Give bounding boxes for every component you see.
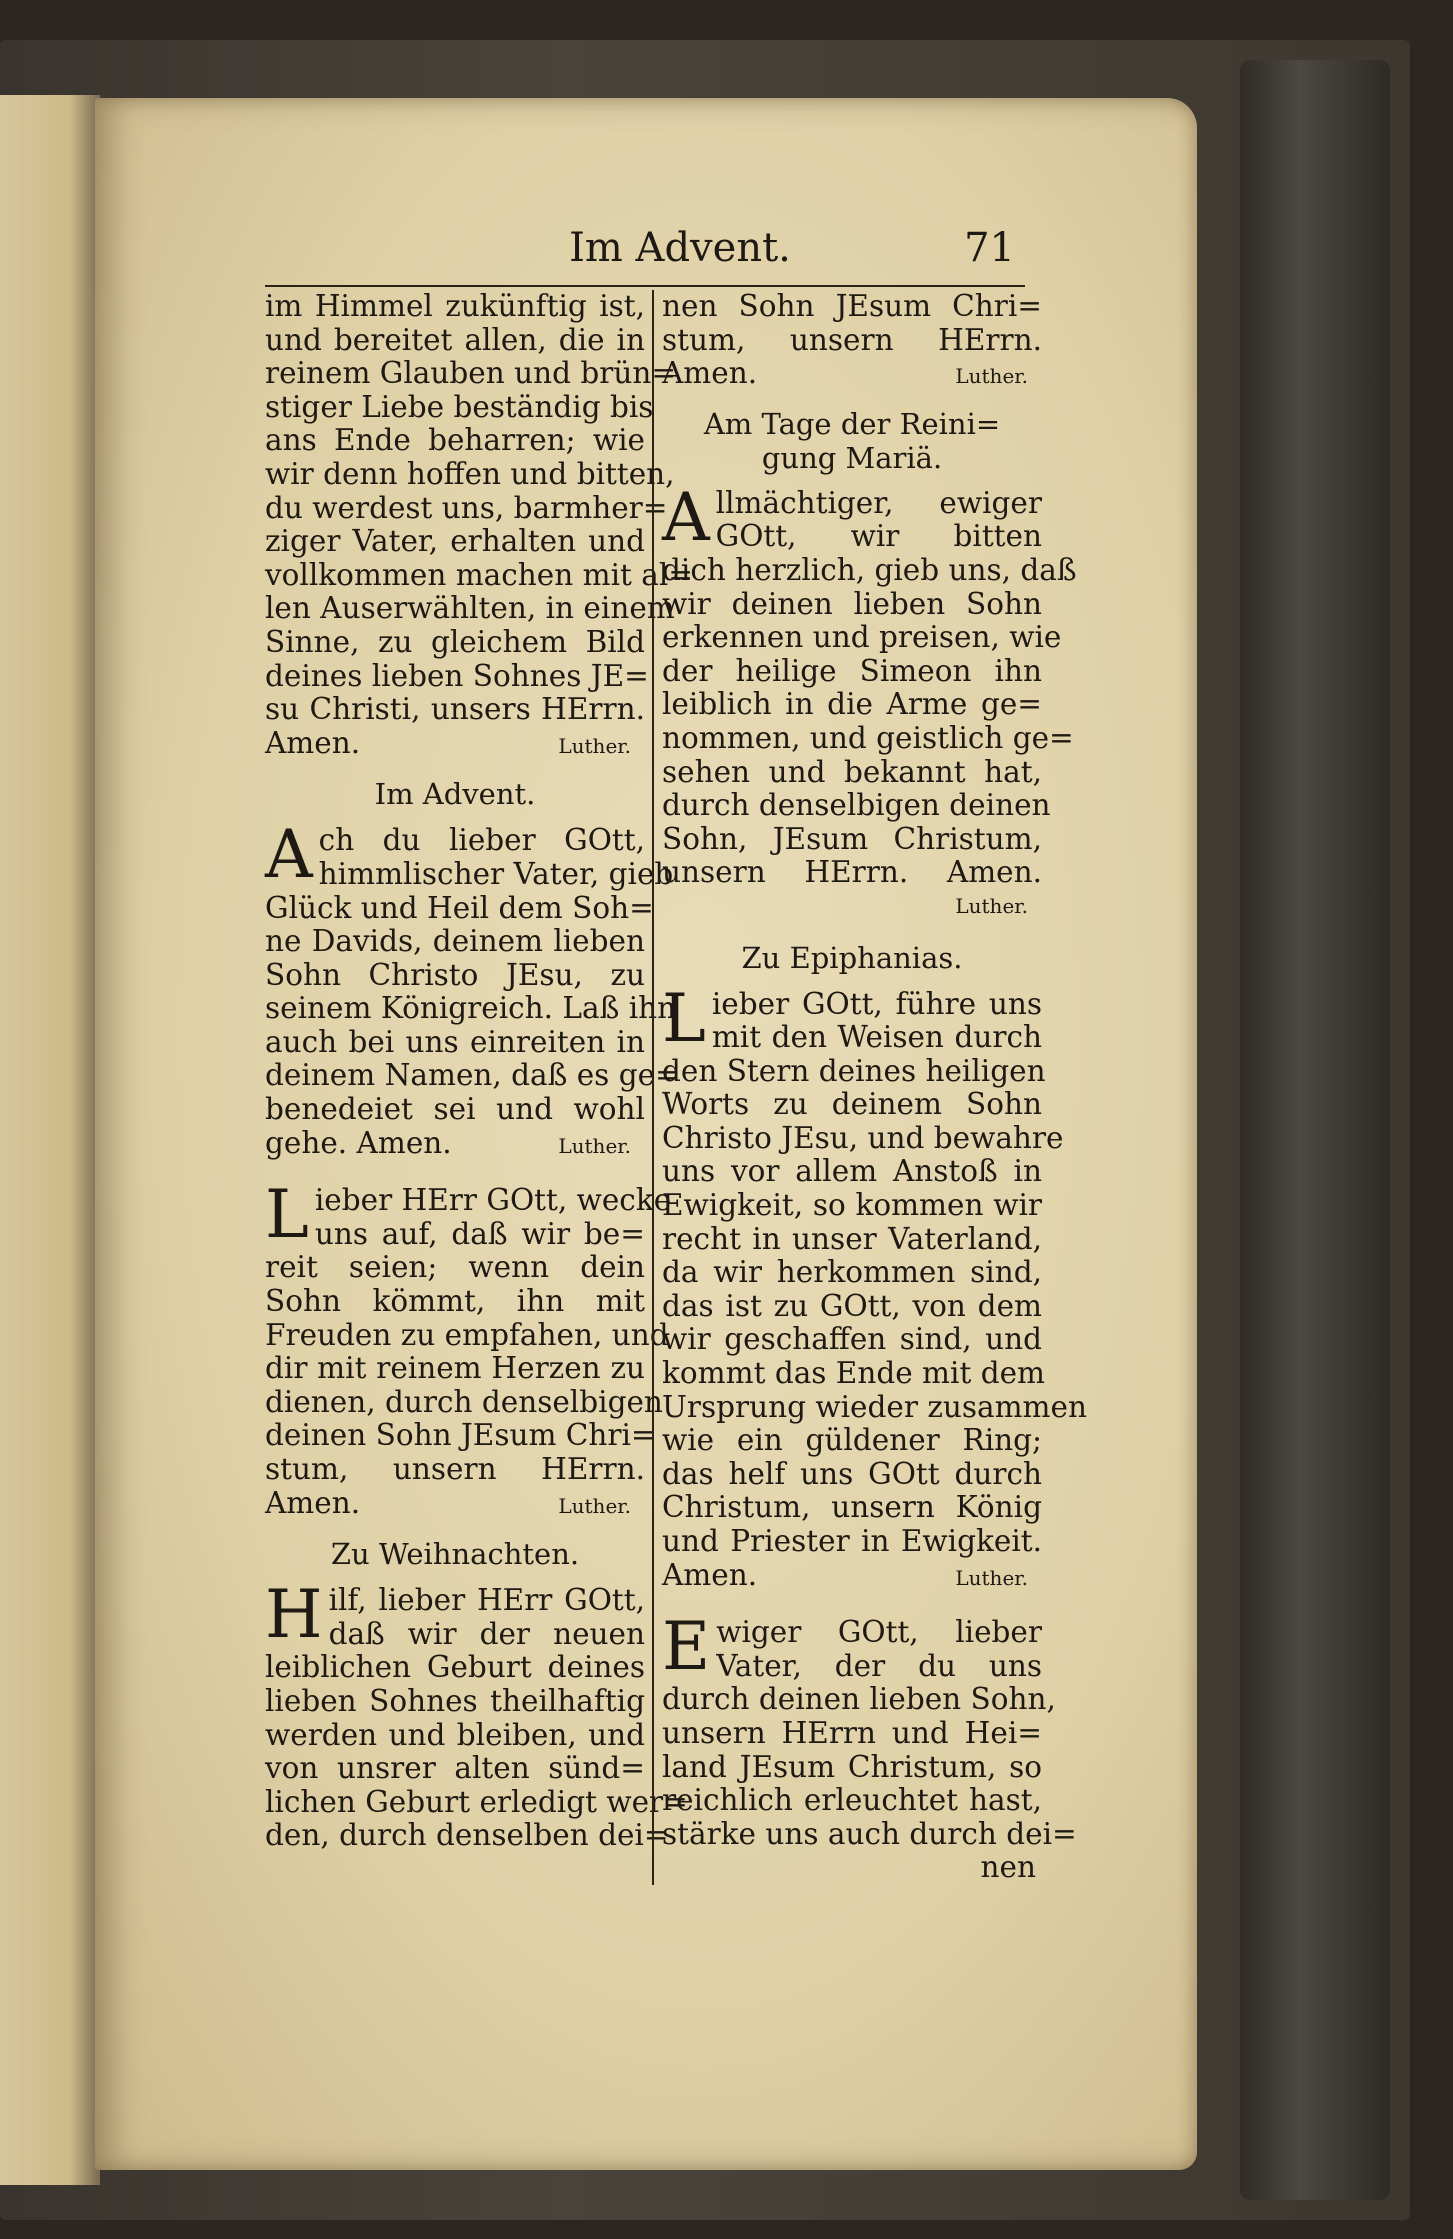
amen-text: Amen. (662, 356, 758, 391)
prayer-ending (662, 357, 1042, 391)
text-line: deines lieben Sohnes JE= (265, 658, 649, 693)
text-line: reichlich erleuchtet hast, (662, 1783, 1042, 1818)
text-line: vollkommen machen mit al= (265, 557, 694, 592)
text-line: GOtt, wir bitten (715, 519, 1042, 554)
prayer-ending (662, 1559, 1042, 1593)
text-line: stiger Liebe beständig bis (265, 389, 654, 424)
amen-text: Amen. (662, 1557, 758, 1592)
text-line: unsern HErrn und Hei= (662, 1715, 1042, 1750)
text-line: daß wir der neuen (328, 1616, 645, 1651)
previous-page-edge (0, 95, 100, 2185)
drop-cap-initial: A (265, 816, 313, 894)
prayer-text (662, 290, 1042, 357)
text-line: Christo JEsu, und bewahre (662, 1120, 1064, 1155)
prayer-text (265, 289, 694, 727)
text-line: kommt das Ende mit dem (662, 1356, 1046, 1391)
text-line: reit seien; wenn dein (265, 1250, 645, 1285)
text-line: und Priester in Ewigkeit. (662, 1524, 1042, 1558)
text-line: su Christi, unsers HErrn. (265, 692, 645, 727)
text-line: mit den Weisen durch (711, 1020, 1042, 1055)
drop-cap-initial: A (662, 478, 710, 556)
text-line: dir mit reinem Herzen zu (265, 1351, 645, 1386)
text-line: der heilige Simeon ihn (662, 653, 1042, 688)
author-signature: Luther. (955, 364, 1028, 389)
text-line: reinem Glauben und brün= (265, 356, 677, 391)
text-line: von unsrer alten sünd= (265, 1751, 645, 1786)
left-column (265, 289, 694, 1853)
text-line: da wir herkommen sind, (662, 1255, 1042, 1290)
section-heading (662, 407, 1042, 475)
text-line: Ewigkeit, so kommen wir (662, 1188, 1042, 1223)
author-signature: Luther. (558, 1493, 631, 1518)
text-line: Sinne, zu gleichem Bild (265, 624, 645, 659)
text-line: ch du lieber GOtt, (318, 823, 645, 858)
text-line: stärke uns auch durch dei= (662, 1816, 1077, 1851)
drop-cap-initial: L (662, 979, 706, 1057)
text-line: Worts zu deinem Sohn (662, 1087, 1042, 1122)
text-line: deinem Namen, daß es ge= (265, 1058, 680, 1093)
text-line: stum, unsern HErrn. (662, 322, 1042, 357)
text-line: wir geschaffen sind, und (662, 1322, 1042, 1357)
text-line: ieber HErr GOtt, wecke (314, 1183, 672, 1218)
text-line: Christum, unsern König (662, 1490, 1042, 1525)
page-number: 71 (964, 225, 1015, 271)
text-line: wie ein güldener Ring; (662, 1423, 1042, 1458)
prayer-text (662, 478, 1077, 890)
text-line: leiblichen Geburt deines (265, 1650, 645, 1685)
text-line: stum, unsern HErrn. (265, 1452, 645, 1486)
text-line: durch deinen lieben Sohn, (662, 1682, 1056, 1717)
text-line: Glück und Heil dem Soh= (265, 890, 654, 925)
amen-text: Amen. (265, 725, 361, 760)
text-line: das helf uns GOtt durch (662, 1456, 1042, 1491)
prayer-text (265, 1576, 688, 1853)
header-title: Im Advent. (569, 225, 791, 271)
author-signature: Luther. (558, 733, 631, 758)
section-heading-line: gung Mariä. (761, 440, 943, 475)
text-line: auch bei uns einreiten in (265, 1024, 645, 1059)
text-line: unsern HErrn. Amen. (662, 855, 1042, 890)
text-line: das ist zu GOtt, von dem (662, 1288, 1042, 1323)
author-signature: Luther. (955, 893, 1028, 918)
text-line: Ursprung wieder zusammen (662, 1389, 1087, 1424)
text-line: ne Davids, deinem lieben (265, 924, 645, 959)
drop-cap-initial: L (265, 1176, 309, 1254)
author-signature: Luther. (558, 1133, 631, 1158)
text-line: ieber GOtt, führe uns (711, 986, 1042, 1021)
text-line: uns vor allem Anstoß in (662, 1154, 1042, 1189)
prayer-ending (265, 1487, 645, 1521)
text-line: ziger Vater, erhalten und (265, 524, 645, 559)
prayer-ending (265, 727, 645, 761)
text-line: du werdest uns, barmher= (265, 490, 668, 525)
section-heading: Zu Epiphanias. (741, 940, 963, 975)
text-line: deinen Sohn JEsum Chri= (265, 1418, 656, 1453)
text-line: nommen, und geistlich ge= (662, 720, 1074, 755)
text-line: den, durch denselben dei= (265, 1818, 669, 1853)
text-line: himmlischer Vater, gieb (318, 856, 674, 891)
section-heading: Zu Weihnachten. (330, 1537, 580, 1572)
amen-text: gehe. Amen. (265, 1125, 452, 1160)
text-line: llmächtiger, ewiger (715, 485, 1042, 520)
text-line: im Himmel zukünftig ist, (265, 289, 645, 323)
text-line: Freuden zu empfahen, und (265, 1317, 669, 1352)
text-line: Sohn Christo JEsu, zu (265, 957, 645, 992)
amen-text: Amen. (265, 1485, 361, 1520)
prayer-ending (265, 1127, 645, 1161)
author-signature: Luther. (955, 1565, 1028, 1590)
text-line: lichen Geburt erledigt wer= (265, 1784, 688, 1819)
text-line: werden und bleiben, und (265, 1717, 645, 1752)
drop-cap-initial: E (662, 1608, 711, 1686)
text-line: lieben Sohnes theilhaftig (265, 1683, 645, 1718)
text-line: sehen und bekannt hat, (662, 754, 1042, 789)
prayer-ending (662, 890, 1042, 924)
text-line: Vater, der du uns (716, 1648, 1042, 1683)
section-heading: Im Advent. (374, 777, 536, 812)
text-line: ans Ende beharren; wie (265, 423, 645, 458)
drop-cap-initial: H (265, 1576, 323, 1654)
text-line: len Auserwählten, in einem (265, 591, 675, 626)
text-line: Sohn kömmt, ihn mit (265, 1284, 645, 1319)
text-line: leiblich in die Arme ge= (662, 687, 1042, 722)
book-back-cover-edge (1240, 60, 1390, 2200)
text-line: den Stern deines heiligen (662, 1053, 1046, 1088)
prayer-text (662, 979, 1087, 1559)
prayer-text (265, 816, 680, 1127)
text-line: dienen, durch denselbigen (265, 1384, 663, 1419)
text-line: land JEsum Christum, so (662, 1749, 1042, 1784)
text-line: wir denn hoffen und bitten, (265, 456, 675, 491)
text-line: seinem Königreich. Laß ihn (265, 991, 677, 1026)
text-line: ilf, lieber HErr GOtt, (328, 1583, 645, 1618)
catchword: nen (980, 1850, 1036, 1885)
text-line: recht in unser Vaterland, (662, 1221, 1042, 1256)
section-heading-line: Am Tage der Reini= (703, 406, 1001, 441)
text-line: wir deinen lieben Sohn (662, 586, 1042, 621)
text-line: erkennen und preisen, wie (662, 620, 1062, 655)
text-line: durch denselbigen deinen (662, 788, 1051, 823)
text-line: wiger GOtt, lieber (716, 1615, 1042, 1650)
text-line: benedeiet sei und wohl (265, 1092, 645, 1127)
text-line: nen Sohn JEsum Chri= (662, 289, 1042, 323)
prayer-text (662, 1608, 1077, 1851)
running-header (265, 225, 1025, 287)
right-column (652, 289, 1087, 1885)
text-line: dich herzlich, gieb uns, daß (662, 552, 1077, 587)
text-line: uns auf, daß wir be= (314, 1216, 645, 1251)
text-line: Sohn, JEsum Christum, (662, 821, 1042, 856)
prayer-text (265, 1176, 672, 1486)
text-line: und bereitet allen, die in (265, 322, 645, 357)
